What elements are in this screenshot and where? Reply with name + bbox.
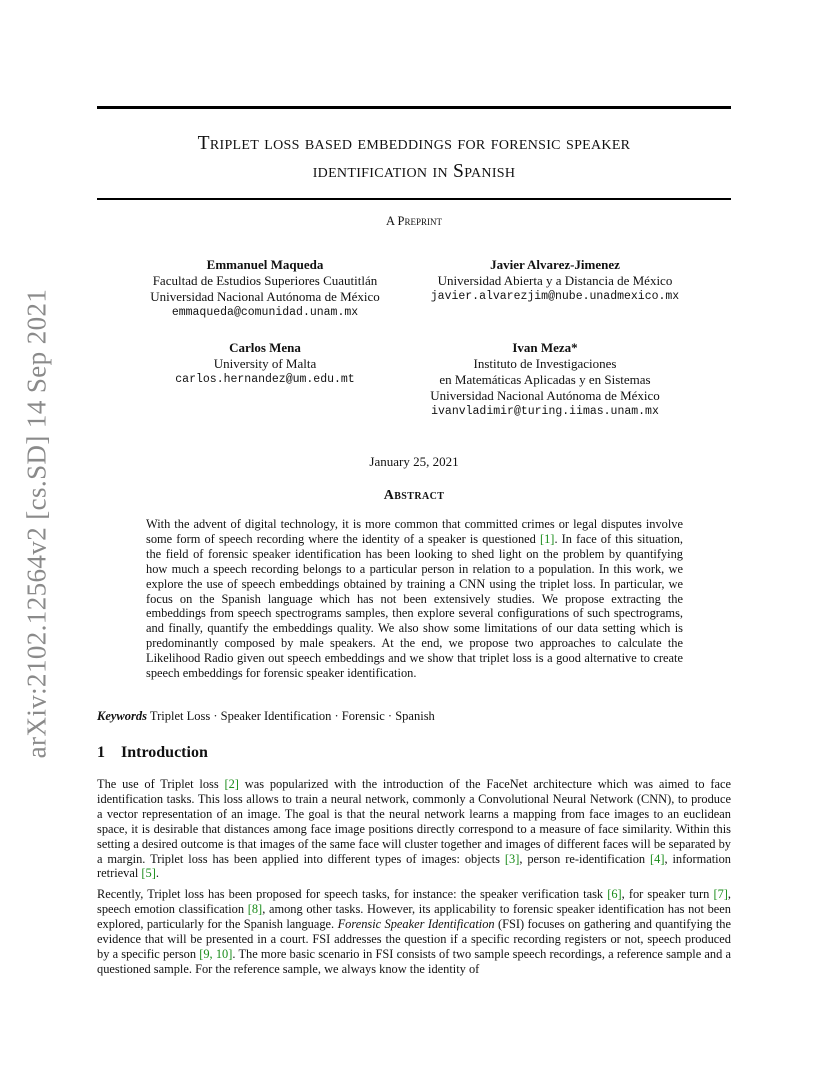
author-block xyxy=(120,257,410,321)
citation-link[interactable]: [9, 10] xyxy=(199,946,233,961)
author-affiliation: Instituto de Investigaciones xyxy=(473,356,617,371)
citation-link[interactable]: [3] xyxy=(504,851,520,866)
author-block xyxy=(410,257,700,305)
abstract-text: . In face of this situation, the field of forensic speaker identification has been looking to shed light on the problem by quantifying how much a speech recording belongs to a particular person in relation to a population. In this work, we explore the use of speech embeddings obtained by training a CNN using the triplet loss. In particular, we focus on the Spanish language which has not been extensively studies. We propose extracting the embeddings from speech spectrograms samples, then explore several configurations of such spectrograms, and finally, quantify the embeddings quality. We also show some limitations of our data setting which is predominantly composed by male speakers. At the end, we propose two approaches to calculate the Likelihood Radio given out speech embeddings and we show that triplet loss is a good alternative to create speech embeddings for forensic speaker identification. xyxy=(146,531,684,681)
title-line-1: Triplet loss based embeddings for forensic speaker xyxy=(197,133,631,154)
author-name: Carlos Mena xyxy=(229,340,301,355)
author-block xyxy=(120,340,410,388)
body-text: . xyxy=(155,866,159,881)
section-number: 1 xyxy=(97,744,105,761)
title-line-2: identification in Spanish xyxy=(312,161,516,182)
citation-link[interactable]: [5] xyxy=(141,866,156,881)
author-name: Emmanuel Maqueda xyxy=(206,257,324,272)
body-paragraph xyxy=(97,777,731,881)
body-text: (FSI) focuses on gathering and quantifying the evidence that will be presented in a court. FSI addresses the question if a specific recording registers or not, speech produced by a specific person xyxy=(97,916,731,961)
paper-date: January 25, 2021 xyxy=(369,454,459,469)
keywords-text: Triplet Loss · Speaker Identification · Forensic · Spanish xyxy=(147,709,435,723)
body-paragraph xyxy=(97,887,731,976)
citation-link[interactable]: [2] xyxy=(224,777,239,791)
author-email: carlos.hernandez@um.edu.mt xyxy=(175,373,355,386)
abstract-text: With the advent of digital technology, it is more common that committed crimes or legal disputes involve some form of speech recording where the identity of a speaker is questioned xyxy=(146,517,683,546)
keywords-line xyxy=(97,709,731,724)
author-email: javier.alvarezjim@nube.unadmexico.mx xyxy=(430,290,680,303)
author-affiliation: Universidad Abierta y a Distancia de México xyxy=(437,273,673,288)
citation-link[interactable]: [4] xyxy=(650,851,665,866)
preprint-label: A Preprint xyxy=(386,214,442,228)
author-affiliation: Facultad de Estudios Superiores Cuautitlán xyxy=(152,273,378,288)
abstract-heading: Abstract xyxy=(383,488,445,503)
author-affiliation: University of Malta xyxy=(213,356,317,371)
emphasized-term: Forensic Speaker Identification xyxy=(337,916,495,931)
author-affiliation: Universidad Nacional Autónoma de México xyxy=(150,289,380,304)
body-text: . The more basic scenario in FSI consists of two sample speech recordings, a reference sample and a questioned sample. For the reference sample, we always know the identity of xyxy=(97,946,731,976)
title-rule-top xyxy=(97,106,731,109)
keywords-label: Keywords xyxy=(97,709,147,723)
body-text: , among other tasks. However, its applicability to forensic speaker identification has not been explored, particularly for the Spanish language. xyxy=(97,901,731,931)
author-name: Javier Alvarez-Jimenez xyxy=(490,257,620,272)
author-affiliation: en Matemáticas Aplicadas y en Sistemas xyxy=(439,372,651,387)
paper-title xyxy=(97,130,731,186)
author-affiliation: Universidad Nacional Autónoma de México xyxy=(430,388,660,403)
body-text: was popularized with the introduction of the FaceNet architecture which was aimed to face identification tasks. This loss allows to train a neural network, commonly a Convolutional Neural Network (CNN), to produce a vector representation of an image. The goal is that the neural network learns a mapping from face images to an euclidean space, it is desirable that distances among face image positions directly correspond to a measure of face similarity. Within this setting a desired outcome is that images of the same face will cluster together and images of different faces will be separated by a margin. Triplet loss has been applied into different types of images: objects xyxy=(97,777,732,866)
body-text: Recently, Triplet loss has been proposed for speech tasks, for instance: the speaker verification task xyxy=(97,887,608,901)
body-text: , person re-identification xyxy=(519,851,651,866)
author-name: Ivan Meza* xyxy=(512,340,578,355)
citation-link[interactable]: [6] xyxy=(607,887,622,901)
abstract-body xyxy=(146,517,683,681)
citation-link[interactable]: [7] xyxy=(713,887,728,901)
author-email: emmaqueda@comunidad.unam.mx xyxy=(171,306,359,319)
section-title: Introduction xyxy=(121,744,208,761)
body-text: , for speaker turn xyxy=(621,887,714,901)
title-rule-bottom xyxy=(97,198,731,200)
citation-link[interactable]: [1] xyxy=(539,531,555,546)
arxiv-stamp xyxy=(12,288,62,758)
author-block xyxy=(400,340,690,420)
body-text: The use of Triplet loss xyxy=(97,777,225,791)
citation-link[interactable]: [8] xyxy=(247,901,263,916)
body-text: , information retrieval xyxy=(97,851,731,881)
section-heading xyxy=(97,744,731,762)
author-email: ivanvladimir@turing.iimas.unam.mx xyxy=(431,405,659,418)
arxiv-stamp-text: arXiv:2102.12564v2 [cs.SD] 14 Sep 2021 xyxy=(21,288,52,758)
body-text: , speech emotion classification xyxy=(97,887,731,916)
